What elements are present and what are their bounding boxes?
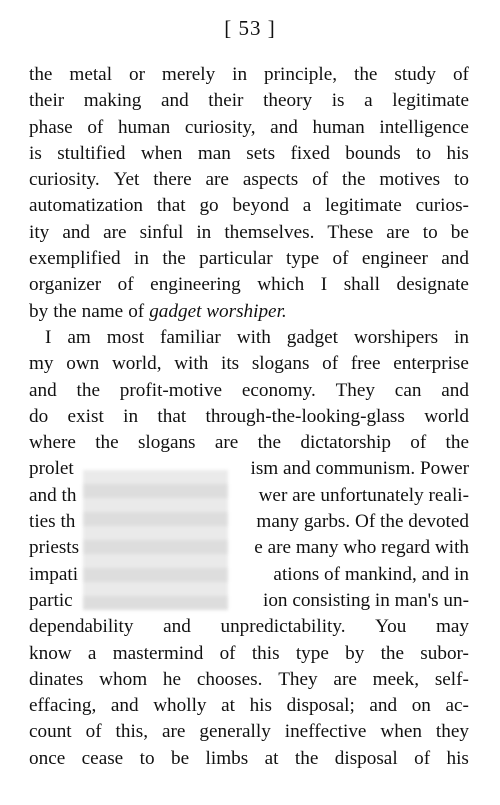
word: of bbox=[219, 642, 236, 664]
word: free bbox=[350, 353, 381, 375]
word: limbs bbox=[205, 747, 249, 769]
text-line bbox=[29, 272, 469, 298]
word: to bbox=[454, 169, 469, 191]
word: count bbox=[29, 721, 72, 743]
word: economy. bbox=[241, 379, 316, 401]
word: this bbox=[251, 642, 280, 664]
word: be bbox=[450, 221, 469, 243]
word: study bbox=[394, 64, 436, 85]
word: cease bbox=[81, 747, 124, 769]
word: exist bbox=[67, 405, 104, 427]
word: to bbox=[422, 221, 438, 243]
word: his bbox=[446, 747, 469, 769]
word: in bbox=[232, 64, 248, 85]
word: sets bbox=[246, 142, 276, 164]
word: gadget bbox=[286, 326, 338, 348]
word: most bbox=[106, 326, 145, 348]
word: engineering bbox=[150, 274, 241, 296]
word: may bbox=[435, 616, 469, 638]
word: of bbox=[332, 248, 349, 270]
word: a bbox=[302, 195, 312, 217]
word: do bbox=[29, 405, 49, 427]
word: the bbox=[445, 432, 469, 454]
word: legitimate bbox=[392, 90, 469, 112]
text-line bbox=[29, 719, 469, 745]
word: engineer bbox=[361, 248, 428, 270]
word: of bbox=[410, 432, 427, 454]
word: and bbox=[29, 379, 57, 401]
word: are bbox=[214, 432, 239, 454]
word: their bbox=[29, 90, 65, 112]
word: meek, bbox=[372, 668, 420, 690]
word: generally bbox=[199, 721, 271, 743]
text-line bbox=[29, 430, 469, 456]
word: at bbox=[221, 695, 235, 717]
word: by bbox=[345, 642, 365, 664]
word: themselves. bbox=[224, 221, 315, 243]
text-segment: priests bbox=[29, 537, 80, 559]
text-line bbox=[29, 693, 469, 719]
word: self- bbox=[434, 668, 469, 690]
text-line bbox=[29, 115, 469, 141]
word: stultified bbox=[57, 142, 126, 164]
word: automatization bbox=[29, 195, 144, 217]
page-number: [ 53 ] bbox=[224, 16, 276, 40]
word: that bbox=[156, 195, 186, 217]
word: metal bbox=[69, 64, 113, 85]
word: unpredictability. bbox=[220, 616, 346, 638]
word: name bbox=[81, 300, 124, 322]
text-line bbox=[29, 167, 469, 193]
word: the bbox=[29, 64, 53, 85]
word: where bbox=[29, 432, 76, 454]
word: their bbox=[208, 90, 244, 112]
text-line bbox=[29, 220, 469, 246]
word: or bbox=[128, 64, 145, 85]
text-segment: wer are unfortunately reali- bbox=[258, 484, 469, 506]
word: bounds bbox=[345, 142, 401, 164]
word: the bbox=[354, 64, 378, 85]
text-segment: ties th bbox=[29, 511, 76, 533]
word: slogans bbox=[251, 353, 310, 375]
word: sinful bbox=[139, 221, 184, 243]
word: exemplified bbox=[29, 248, 121, 270]
word: I bbox=[45, 326, 52, 348]
text-segment: ism and communism. Power bbox=[250, 458, 469, 480]
word: can bbox=[394, 379, 422, 401]
text-segment: ations of mankind, and in bbox=[273, 563, 469, 585]
word: is bbox=[331, 90, 345, 112]
word: dependability bbox=[29, 616, 134, 638]
word: this, bbox=[115, 721, 149, 743]
word: human bbox=[312, 116, 365, 138]
text-line bbox=[29, 193, 469, 219]
word: and bbox=[110, 695, 139, 717]
word: are bbox=[103, 221, 127, 243]
word: They bbox=[278, 668, 318, 690]
word: there bbox=[153, 169, 192, 191]
word: and bbox=[441, 379, 469, 401]
word: particular bbox=[199, 248, 273, 270]
word: in bbox=[454, 326, 469, 348]
word: are bbox=[205, 169, 229, 191]
word: familiar bbox=[160, 326, 221, 348]
word: am bbox=[67, 326, 91, 348]
word: of bbox=[414, 747, 431, 769]
word: are bbox=[162, 721, 186, 743]
word: principle, bbox=[264, 64, 338, 85]
word: the bbox=[95, 432, 119, 454]
text-segment: many garbs. Of the devoted bbox=[256, 511, 469, 533]
word: once bbox=[29, 747, 66, 769]
word: enterprise bbox=[393, 353, 469, 375]
word: motives bbox=[379, 169, 441, 191]
text-line bbox=[29, 667, 469, 693]
word: and bbox=[369, 695, 398, 717]
word: I bbox=[320, 274, 328, 296]
word: to bbox=[416, 142, 432, 164]
text-segment: e are many who regard with bbox=[254, 537, 469, 559]
word: with bbox=[236, 326, 271, 348]
word: wholly bbox=[153, 695, 207, 717]
word: fixed bbox=[290, 142, 330, 164]
word: phase bbox=[29, 116, 73, 138]
word: when bbox=[140, 142, 183, 164]
text-line bbox=[29, 299, 469, 325]
word: mastermind bbox=[112, 642, 204, 664]
word: designate bbox=[396, 274, 469, 296]
text-segment: and th bbox=[29, 484, 77, 506]
word: type bbox=[295, 642, 329, 664]
text-line bbox=[29, 325, 469, 351]
word: dictatorship bbox=[300, 432, 391, 454]
word: at bbox=[264, 747, 279, 769]
word: theory bbox=[263, 90, 313, 112]
word: intelligence bbox=[379, 116, 469, 138]
word: ac- bbox=[445, 695, 469, 717]
word: of bbox=[322, 353, 339, 375]
word: his bbox=[446, 142, 469, 164]
word: worshipers bbox=[353, 326, 439, 348]
word: its bbox=[221, 353, 240, 375]
word: by bbox=[29, 300, 49, 322]
word: world bbox=[424, 405, 469, 427]
word: of bbox=[452, 64, 469, 85]
word: aspects bbox=[242, 169, 299, 191]
word: the bbox=[342, 169, 366, 191]
word: and bbox=[62, 221, 91, 243]
word: dinates bbox=[29, 668, 84, 690]
word: which bbox=[257, 274, 305, 296]
text-line bbox=[29, 141, 469, 167]
word: beyond bbox=[232, 195, 289, 217]
word: and bbox=[270, 116, 298, 138]
body-text bbox=[29, 62, 469, 772]
word: and bbox=[163, 616, 191, 638]
word: when bbox=[380, 721, 422, 743]
word: and bbox=[160, 90, 189, 112]
text-segment: ion consisting in man's un- bbox=[263, 589, 469, 611]
word: making bbox=[83, 90, 142, 112]
word: the bbox=[294, 747, 319, 769]
word: subor- bbox=[420, 642, 469, 664]
text-line bbox=[29, 641, 469, 667]
word: and bbox=[441, 248, 469, 270]
text-line bbox=[29, 88, 469, 114]
text-line bbox=[29, 351, 469, 377]
text-segment: prolet bbox=[29, 458, 74, 480]
word: human bbox=[117, 116, 171, 138]
word: own bbox=[66, 353, 100, 375]
word: organizer bbox=[29, 274, 102, 296]
word: in bbox=[134, 248, 149, 270]
word: legitimate bbox=[325, 195, 402, 217]
word: of bbox=[85, 721, 102, 743]
word: his bbox=[249, 695, 272, 717]
text-line bbox=[29, 404, 469, 430]
word: whom bbox=[99, 668, 148, 690]
word: be bbox=[170, 747, 190, 769]
word: disposal bbox=[334, 747, 398, 769]
word: merely bbox=[161, 64, 216, 85]
word: on bbox=[411, 695, 431, 717]
word: curiosity, bbox=[184, 116, 256, 138]
word: effacing, bbox=[29, 695, 97, 717]
text-line bbox=[29, 614, 469, 640]
text-line bbox=[29, 246, 469, 272]
word: ineffective bbox=[284, 721, 367, 743]
word: profit-motive bbox=[119, 379, 223, 401]
word: Yet bbox=[113, 169, 140, 191]
redacted-region bbox=[83, 470, 228, 610]
word: They bbox=[335, 379, 375, 401]
word: with bbox=[174, 353, 209, 375]
word: disposal; bbox=[286, 695, 355, 717]
word: are bbox=[386, 221, 410, 243]
word: in bbox=[196, 221, 212, 243]
word: the bbox=[162, 248, 186, 270]
word: to bbox=[139, 747, 155, 769]
word: the bbox=[53, 300, 77, 322]
word: he bbox=[162, 668, 182, 690]
word: curiosity. bbox=[29, 169, 100, 191]
word: a bbox=[364, 90, 373, 112]
text-segment: partic bbox=[29, 589, 73, 611]
word: the bbox=[257, 432, 282, 454]
word: slogans bbox=[137, 432, 196, 454]
word: know bbox=[29, 642, 72, 664]
word: of bbox=[128, 300, 145, 322]
word: of bbox=[312, 169, 329, 191]
word: curios- bbox=[415, 195, 469, 217]
word: type bbox=[286, 248, 320, 270]
text-line bbox=[29, 62, 469, 88]
word: chooses. bbox=[196, 668, 263, 690]
word: in bbox=[123, 405, 139, 427]
word: of bbox=[87, 116, 104, 138]
word: of bbox=[117, 274, 134, 296]
word: go bbox=[199, 195, 219, 217]
word: a bbox=[87, 642, 97, 664]
text-line bbox=[29, 746, 469, 772]
text-line bbox=[29, 378, 469, 404]
word: ity bbox=[29, 221, 50, 243]
word: they bbox=[435, 721, 469, 743]
word: is bbox=[29, 142, 42, 164]
text-segment: impati bbox=[29, 563, 79, 585]
word: world, bbox=[111, 353, 162, 375]
word: the bbox=[380, 642, 405, 664]
word: These bbox=[327, 221, 374, 243]
word: You bbox=[375, 616, 407, 638]
word: my bbox=[29, 353, 54, 375]
italic-term: gadget worshiper. bbox=[149, 300, 287, 322]
word: are bbox=[333, 668, 357, 690]
word: shall bbox=[343, 274, 380, 296]
word: the bbox=[76, 379, 100, 401]
word: that bbox=[157, 405, 187, 427]
word: through-the-looking-glass bbox=[205, 405, 405, 427]
word: man bbox=[197, 142, 231, 164]
